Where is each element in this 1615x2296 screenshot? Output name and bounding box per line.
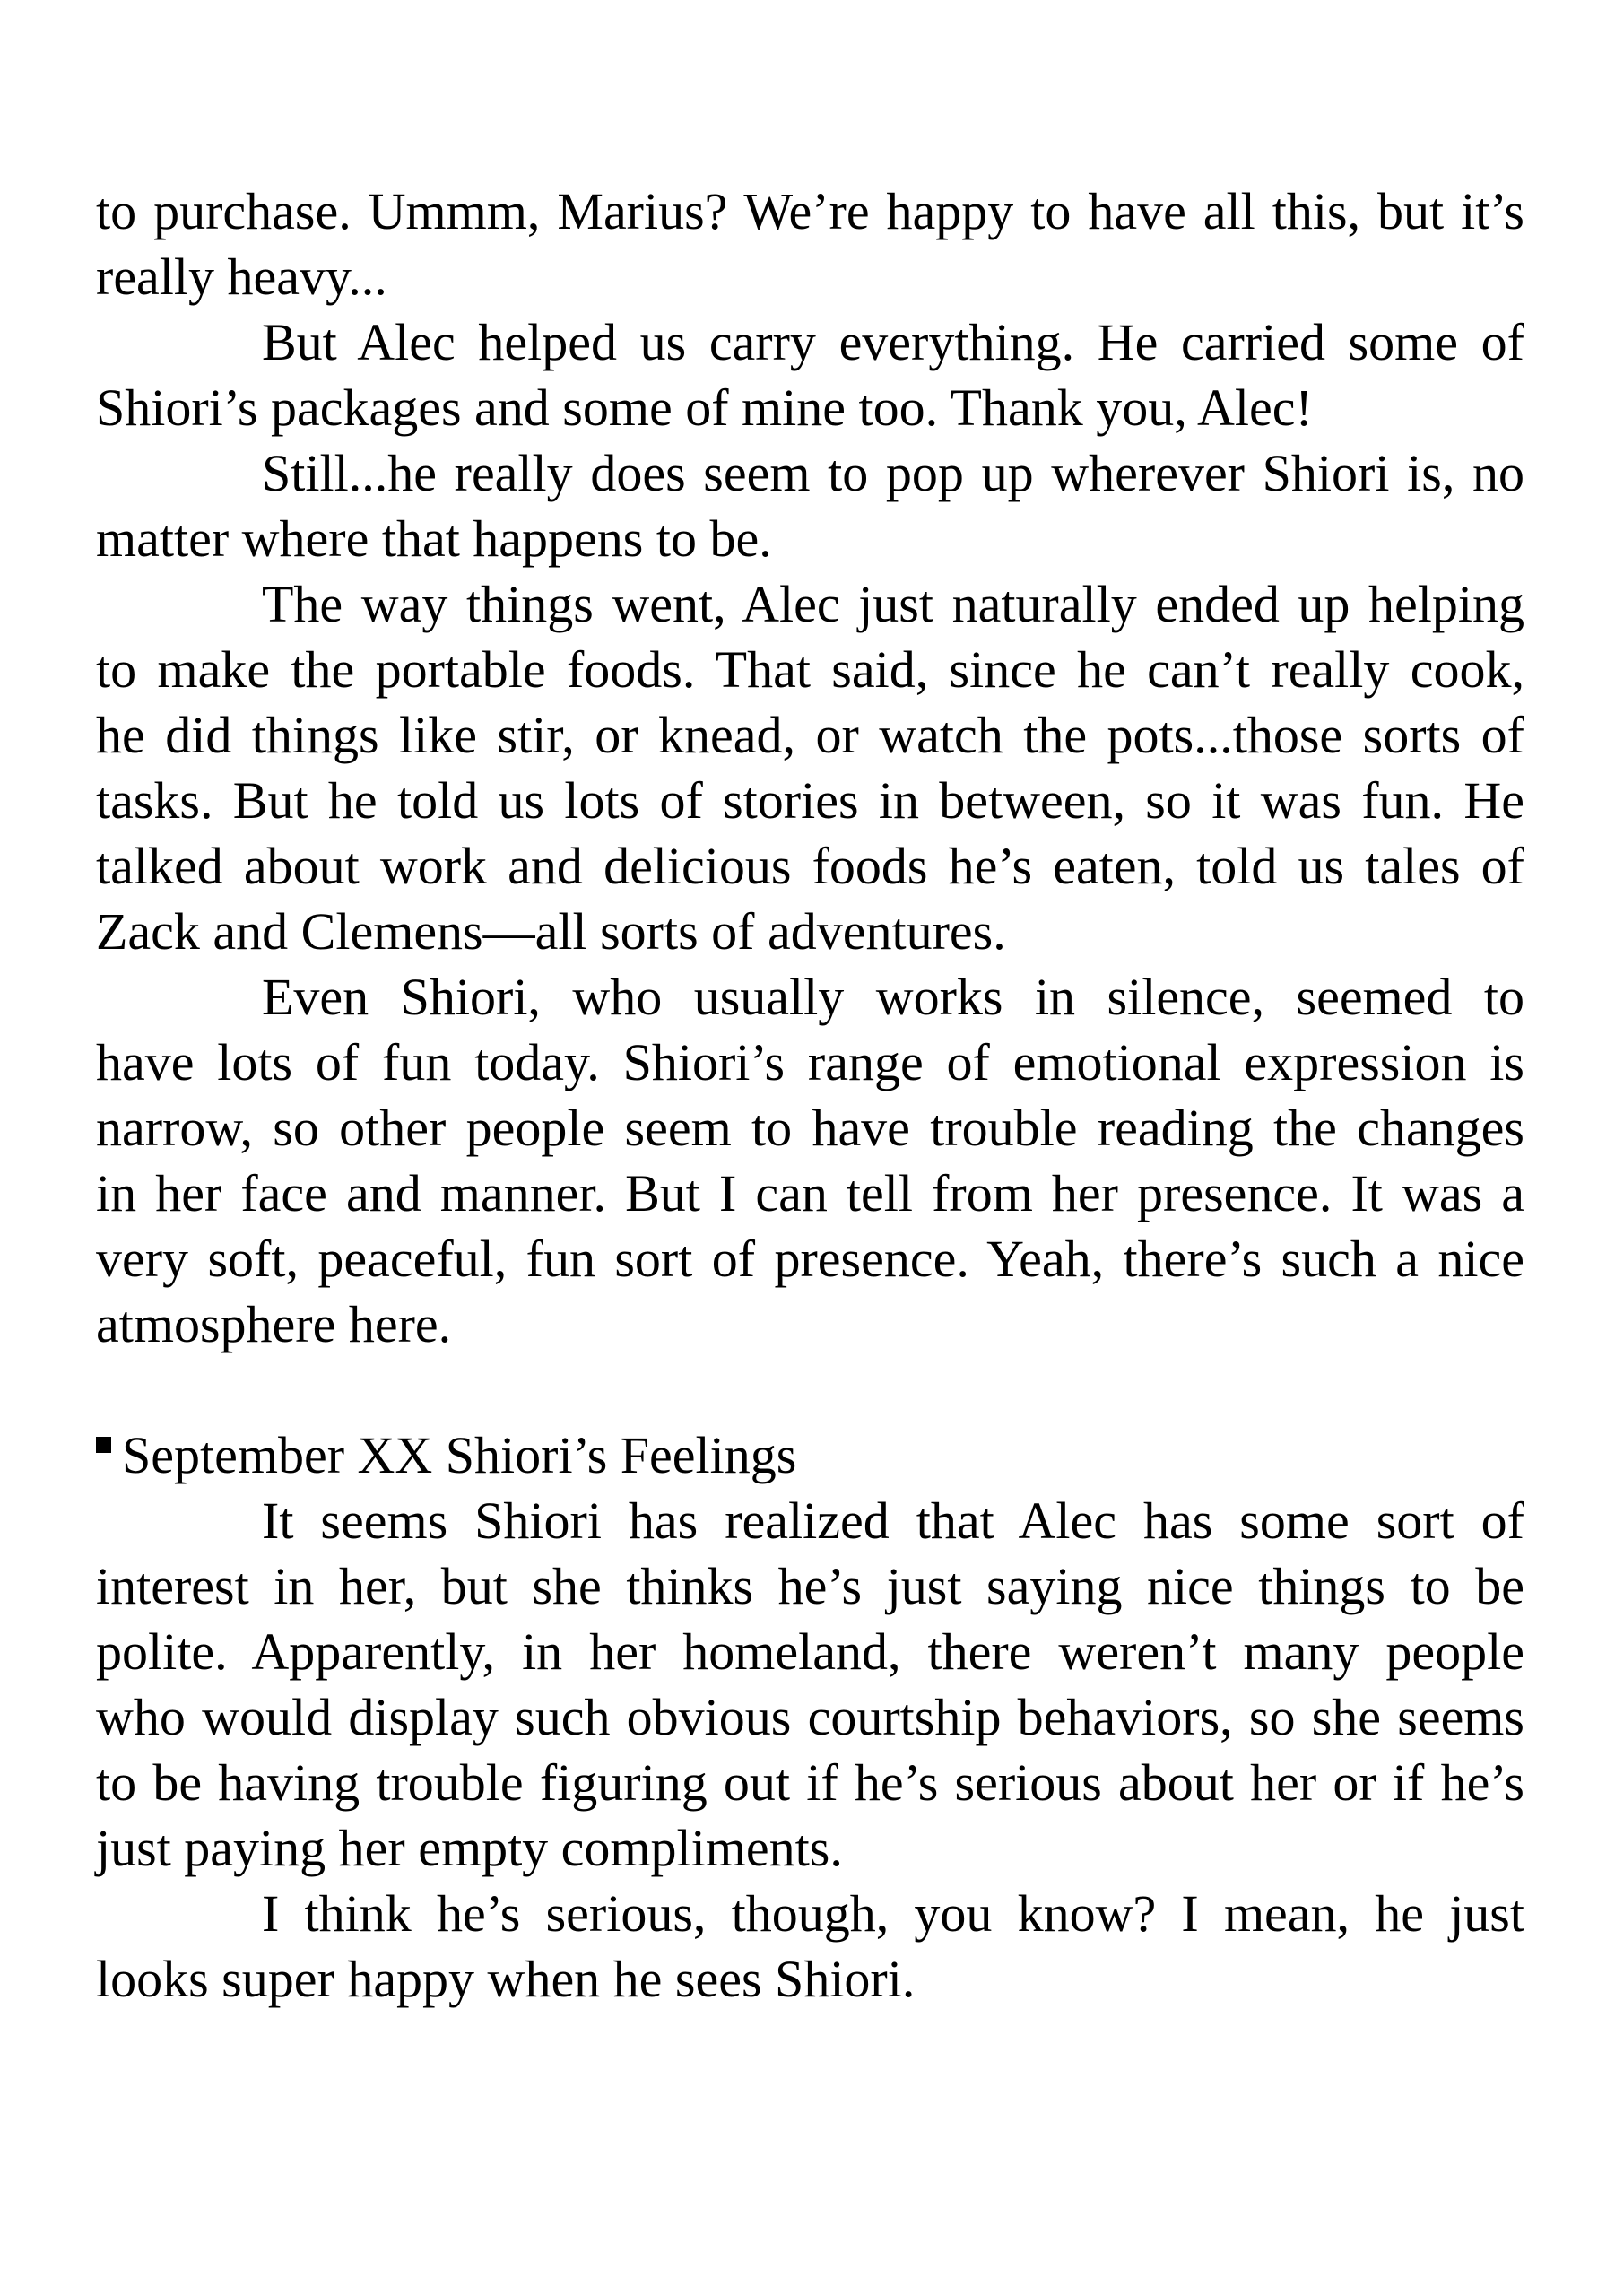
text-line: polite. Apparently, in her homeland, there weren’t many people (96, 1622, 1524, 1681)
text-line: It seems Shiori has realized that Alec has some sort of (262, 1492, 1524, 1550)
text-line: Still...he really does seem to pop up wherever Shiori is, no (262, 444, 1524, 502)
text-block (96, 178, 1524, 2012)
text-line: who would display such obvious courtship behaviors, so she seems (96, 1688, 1524, 1746)
text-line: very soft, peaceful, fun sort of presence. Yeah, there’s such a nice (96, 1230, 1524, 1288)
paragraph (96, 1488, 1524, 1881)
text-line: Even Shiori, who usually works in silence, seemed to (262, 968, 1524, 1026)
text-line: Zack and Clemens—all sorts of adventures. (96, 902, 1006, 961)
text-line: tasks. But he told us lots of stories in between, so it was fun. He (96, 771, 1524, 830)
text-line: he did things like stir, or knead, or watch the pots...those sorts of (96, 706, 1524, 764)
heading-line: September XX Shiori’s Feelings (96, 1422, 1524, 1488)
text-line: really heavy... (96, 248, 387, 306)
paragraph (96, 440, 1524, 571)
paragraph (96, 309, 1524, 440)
text-line: The way things went, Alec just naturally ended up helping (262, 575, 1524, 633)
text-line: Shiori’s packages and some of mine too. Thank you, Alec! (96, 378, 1313, 437)
text-line: But Alec helped us carry everything. He carried some of (262, 313, 1524, 371)
black-small-square-icon (96, 1437, 111, 1453)
text-line: narrow, so other people seem to have trouble reading the changes (96, 1099, 1524, 1157)
text-line: talked about work and delicious foods he’s eaten, told us tales of (96, 837, 1524, 895)
text-line: I think he’s serious, though, you know? I mean, he just (262, 1884, 1524, 1943)
text-line: atmosphere here. (96, 1295, 452, 1353)
section-heading (96, 1422, 1524, 1488)
text-line: interest in her, but she thinks he’s just saying nice things to be (96, 1557, 1524, 1615)
paragraph (96, 964, 1524, 1357)
text-line: looks super happy when he sees Shiori. (96, 1950, 916, 2008)
text-line: in her face and manner. But I can tell from her presence. It was a (96, 1164, 1524, 1222)
text-line: to be having trouble figuring out if he’s serious about her or if he’s (96, 1753, 1524, 1812)
text-line: to purchase. Ummm, Marius? We’re happy to have all this, but it’s (96, 182, 1524, 240)
text-line: to make the portable foods. That said, since he can’t really cook, (96, 640, 1524, 699)
text-line: have lots of fun today. Shiori’s range of emotional expression is (96, 1033, 1524, 1091)
paragraph (96, 571, 1524, 964)
text-line: just paying her empty compliments. (96, 1819, 843, 1877)
text-line: matter where that happens to be. (96, 509, 772, 568)
paragraph (96, 1881, 1524, 2012)
paragraph (96, 178, 1524, 309)
